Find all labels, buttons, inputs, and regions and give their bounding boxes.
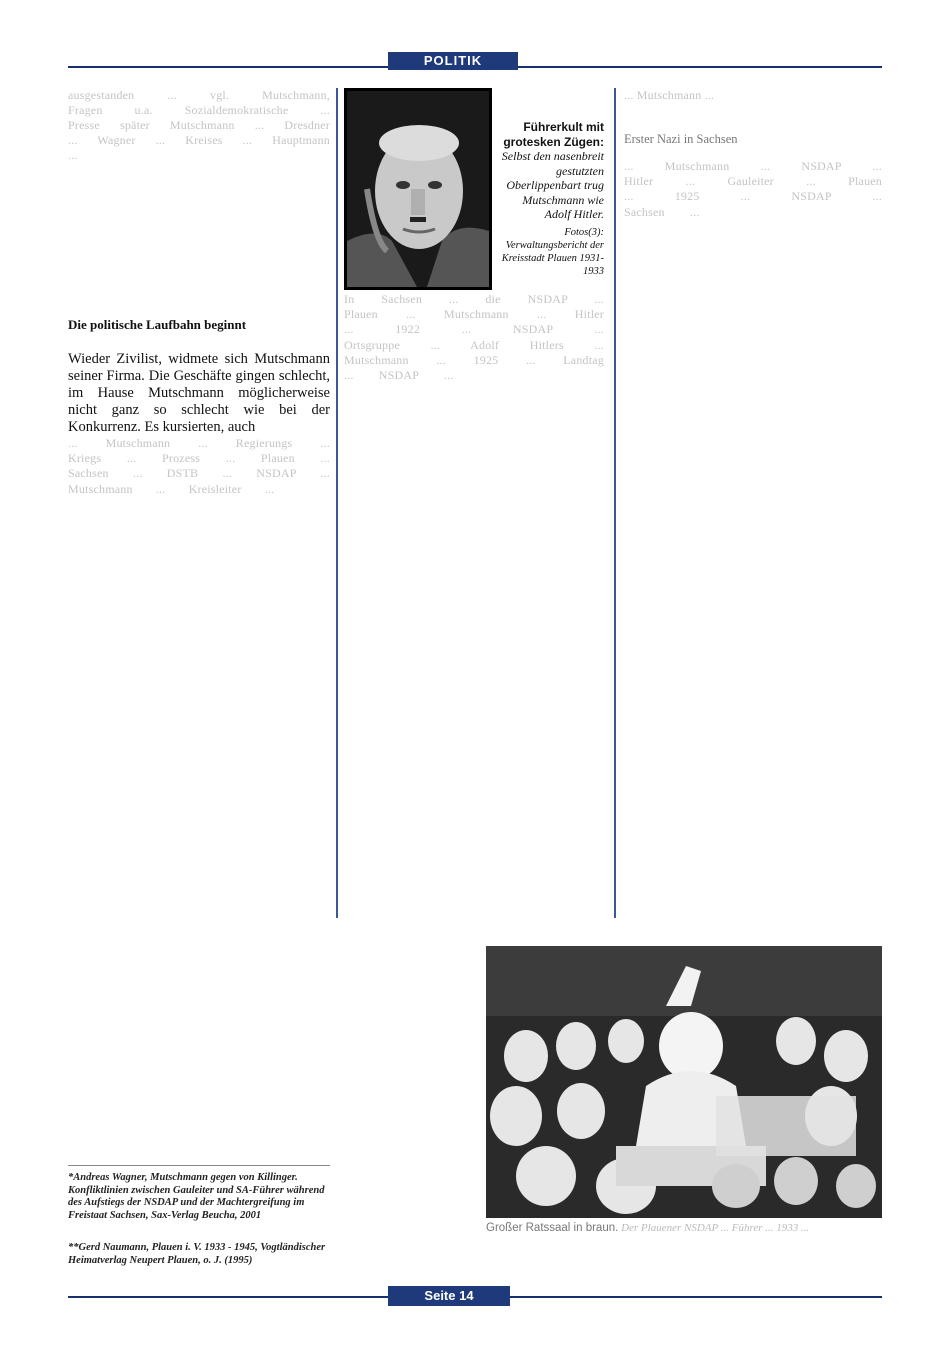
right-column <box>624 88 882 889</box>
left-text-bottom: ... Mutschmann ... Regierungs ... Kriegs ... Prozess ... Plauen ... Sachsen ... DSTB ... NSDAP ... Mutschmann ... Kreisleiter ... <box>68 435 330 496</box>
right-text-bottom: ... Mutschmann ... NSDAP ... Hitler ... Gauleiter ... Plauen ... 1925 ... NSDAP ... Sachsen ... <box>624 158 882 219</box>
section-label: POLITIK <box>388 52 518 70</box>
middle-column <box>344 292 604 944</box>
council-caption-bold: Großer Ratssaal in braun. <box>486 1222 619 1234</box>
right-subheading: Erster Nazi in Sachsen <box>624 132 738 146</box>
left-text-top: ausgestanden ... vgl. Mutschmann, Fragen u.a. Sozialdemokratische ... Presse später Mutschmann ... Dresdner ... Wagner ... Kreises ... Hauptmann ... <box>68 88 330 162</box>
portrait-photo <box>344 88 492 290</box>
middle-text: In Sachsen ... die NSDAP ... Plauen ... Mutschmann ... Hitler ... 1922 ... NSDAP ... Ortsgruppe ... Adolf Hitlers ... Mutschmann ... 1925 ... Landtag ... NSDAP ... <box>344 292 604 383</box>
section-heading: Die politische Laufbahn beginnt <box>68 317 247 332</box>
council-hall-image <box>486 946 882 1218</box>
portrait-image <box>347 91 489 287</box>
intro-paragraph: Wieder Zivilist, widmete sich Mutschmann seiner Firma. Die Geschäfte gingen schlecht, im Hause Mutschmann möglicherweise nicht ganz so schlecht wie bei der Konkurrenz. Es kursierten, auch <box>68 350 330 435</box>
portrait-caption-italic: Selbst den nasenbreit gestutzten Oberlippenbart trug Mutschmann wie Adolf Hitler. <box>501 149 604 221</box>
portrait-caption-bold: Führerkult mit grotesken Zügen: <box>503 120 604 149</box>
left-column <box>68 88 330 1046</box>
photo-credit: Fotos(3): Verwaltungsbericht der Kreisstadt Plauen 1931-1933 <box>501 226 604 277</box>
page-number: Seite 14 <box>388 1286 510 1306</box>
council-caption-italic: Der Plauener NSDAP ... Führer ... 1933 ... <box>621 1222 810 1234</box>
column-rule-left <box>336 88 338 918</box>
footnote-rule <box>68 1165 330 1166</box>
council-hall-photo <box>486 946 882 1218</box>
right-text-top: ... Mutschmann ... <box>624 88 715 102</box>
portrait-caption <box>496 120 604 278</box>
column-rule-right <box>614 88 616 918</box>
footnote-2: **Gerd Naumann, Plauen i. V. 1933 - 1945, Vogtländischer Heimatverlag Neupert Plauen, o. J. (1995) <box>68 1242 326 1266</box>
council-hall-caption <box>486 1222 882 1235</box>
footnote-1: *Andreas Wagner, Mutschmann gegen von Killinger. Konfliktlinien zwischen Gauleiter und SA-Führer während des Aufstiegs der NSDAP und der Machtergreifung im Freistaat Sachsen, Sax-Verlag Beucha, 2001 <box>68 1172 325 1221</box>
